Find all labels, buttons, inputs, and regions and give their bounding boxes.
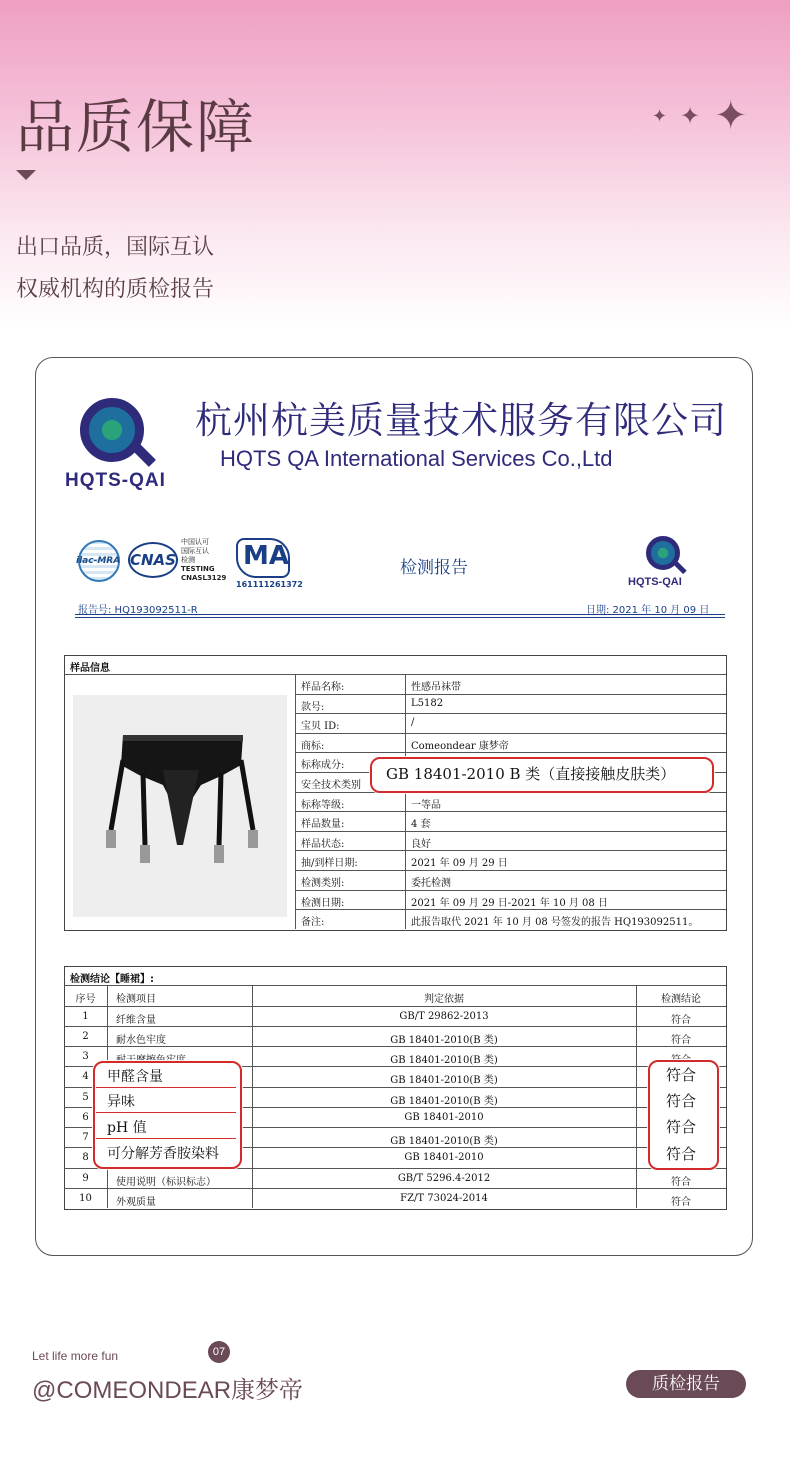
result-row-basis: GB 18401-2010(B 类) <box>390 1075 498 1087</box>
result-row-no: 2 <box>82 1030 89 1042</box>
table-line <box>295 831 726 832</box>
footer-brand: @COMEONDEAR康梦帝 <box>32 1377 304 1404</box>
result-row-basis: GB 18401-2010 <box>404 1111 484 1123</box>
result-row-item: 纤维含量 <box>116 1014 156 1026</box>
callout-line <box>96 1138 236 1139</box>
cma-number: 161111261372 <box>236 580 303 589</box>
cnas-logo-text: CNAS <box>130 551 176 569</box>
cnas-side-text: 中国认可 国际互认 检测 TESTING CNASL3129 <box>181 538 227 582</box>
sample-field-label: 安全技术类别 <box>301 780 361 791</box>
table-line <box>295 752 726 753</box>
result-row-no: 10 <box>79 1192 92 1204</box>
cma-logo-text: MA <box>243 541 289 571</box>
sample-field-label: 标称成分: <box>301 760 345 772</box>
sample-field-value: 2021 年 09 月 29 日-2021 年 10 月 08 日 <box>411 897 608 909</box>
sample-field-label: 款号: <box>301 701 325 713</box>
sample-field-value: Comeondear 康梦帝 <box>411 740 509 752</box>
result-row-no: 9 <box>82 1172 89 1184</box>
result-row-result: 符合 <box>671 1034 691 1046</box>
column-header-basis: 判定依据 <box>424 994 464 1005</box>
table-line <box>295 909 726 910</box>
table-line <box>64 1026 726 1027</box>
result-row-basis: GB 18401-2010 <box>404 1152 484 1164</box>
sample-field-label: 检测类别: <box>301 878 345 889</box>
result-row-basis: GB 18401-2010(B 类) <box>390 1034 498 1046</box>
column-header-item: 检测项目 <box>116 994 156 1005</box>
sample-info-header: 样品信息 <box>70 663 110 674</box>
sample-field-value: 委托检测 <box>411 878 451 889</box>
table-line <box>295 694 726 695</box>
table-line <box>64 1046 726 1047</box>
composition-callout-text: GB 18401-2010 B 类（直接接触皮肤类） <box>386 765 676 783</box>
result-row-no: 4 <box>82 1071 89 1083</box>
result-row-no: 5 <box>82 1091 89 1103</box>
footer-tagline: Let life more fun <box>32 1349 119 1363</box>
result-row-result: 符合 <box>671 1196 691 1208</box>
hero-subtitle-1: 出口品质，国际互认 <box>16 235 215 260</box>
table-line <box>64 985 726 986</box>
sample-field-label: 样品状态: <box>301 838 345 850</box>
sample-field-label: 备注: <box>301 917 325 929</box>
sample-field-label: 样品数量: <box>301 819 345 831</box>
sparkle-icon: ✦ <box>652 106 668 127</box>
page-title: 品质保障 <box>16 93 257 161</box>
table-line <box>295 850 726 851</box>
callout-result: 符合 <box>666 1145 697 1163</box>
result-row-no: 6 <box>82 1111 89 1123</box>
sample-field-value: 良好 <box>411 838 431 850</box>
callout-item: 可分解芳香胺染料 <box>107 1146 219 1162</box>
hqts-logo-text: HQTS-QAI <box>65 470 166 491</box>
result-row-no: 8 <box>82 1152 89 1164</box>
result-row-basis: GB/T 29862-2013 <box>399 1010 489 1022</box>
result-row-basis: GB 18401-2010(B 类) <box>390 1136 498 1147</box>
result-row-item: 外观质量 <box>116 1196 156 1208</box>
table-line <box>295 811 726 812</box>
sample-field-label: 标称等级: <box>301 799 345 811</box>
hqts-small-logo-text: HQTS-QAI <box>628 576 682 588</box>
sample-field-value: 2021 年 09 月 29 日 <box>411 858 508 870</box>
result-row-basis: FZ/T 73024-2014 <box>400 1192 488 1204</box>
sample-field-value: / <box>411 717 415 729</box>
triangle-down-icon <box>16 170 36 180</box>
sample-field-value: 4 套 <box>411 819 431 831</box>
callout-item: pH 值 <box>107 1120 147 1136</box>
table-line <box>295 713 726 714</box>
table-line <box>64 674 726 675</box>
ilac-logo-text: ilac-MRA <box>76 556 121 566</box>
result-row-no: 7 <box>82 1132 89 1143</box>
callout-result: 符合 <box>666 1066 697 1084</box>
report-number: 报告号: HQ193092511-R <box>78 605 198 616</box>
result-row-result: 符合 <box>671 1176 691 1188</box>
result-row-basis: GB/T 5296.4-2012 <box>397 1172 491 1184</box>
callout-item: 甲醛含量 <box>107 1069 163 1085</box>
column-header-no: 序号 <box>75 994 96 1005</box>
result-row-no: 3 <box>82 1051 89 1062</box>
table-line <box>295 890 726 891</box>
section-pill-button[interactable]: 质检报告 <box>626 1370 746 1398</box>
sparkle-icon: ✦ <box>680 102 701 130</box>
sample-field-value: 此报告取代 2021 年 10 月 08 号签发的报告 HQ193092511。 <box>411 917 699 929</box>
result-row-item: 耐水色牢度 <box>116 1034 166 1046</box>
callout-result: 符合 <box>666 1092 697 1110</box>
sparkle-icon: ✦ <box>714 93 748 139</box>
callout-item: 异味 <box>107 1094 135 1110</box>
divider <box>75 614 725 615</box>
product-photo <box>73 695 287 917</box>
sample-field-value: 性感吊袜带 <box>411 682 461 693</box>
result-row-basis: GB 18401-2010(B 类) <box>390 1055 498 1066</box>
result-row-item: 使用说明（标识标志） <box>116 1176 216 1188</box>
result-row-basis: GB 18401-2010(B 类) <box>390 1095 498 1107</box>
hero-subtitle-2: 权威机构的质检报告 <box>16 277 215 302</box>
table-line <box>295 870 726 871</box>
table-line <box>295 733 726 734</box>
callout-line <box>96 1112 236 1113</box>
callout-line <box>96 1087 236 1088</box>
sample-field-label: 样品名称: <box>301 682 345 693</box>
column-header-result: 检测结论 <box>661 994 701 1005</box>
garter-belt-image <box>73 695 287 917</box>
results-header: 检测结论【睡裙】: <box>70 974 154 985</box>
sample-field-label: 抽/到样日期: <box>301 858 358 870</box>
result-row-no: 1 <box>82 1010 89 1022</box>
table-line <box>64 1188 726 1189</box>
divider <box>75 617 725 618</box>
sample-field-label: 宝贝 ID: <box>301 721 340 733</box>
callout-result: 符合 <box>666 1118 697 1136</box>
company-name-en: HQTS QA International Services Co.,Ltd <box>220 446 613 471</box>
sample-field-label: 检测日期: <box>301 897 345 909</box>
report-title: 检测报告 <box>400 558 468 578</box>
report-date: 日期: 2021 年 10 月 09 日 <box>586 605 710 616</box>
sample-field-label: 商标: <box>301 740 325 752</box>
sample-field-value: L5182 <box>411 697 444 709</box>
table-line <box>64 1006 726 1007</box>
sample-field-value: 一等品 <box>411 799 441 811</box>
company-name-cn: 杭州杭美质量技术服务有限公司 <box>195 399 727 442</box>
result-row-result: 符合 <box>671 1014 691 1026</box>
page-number-badge: 07 <box>208 1341 230 1363</box>
